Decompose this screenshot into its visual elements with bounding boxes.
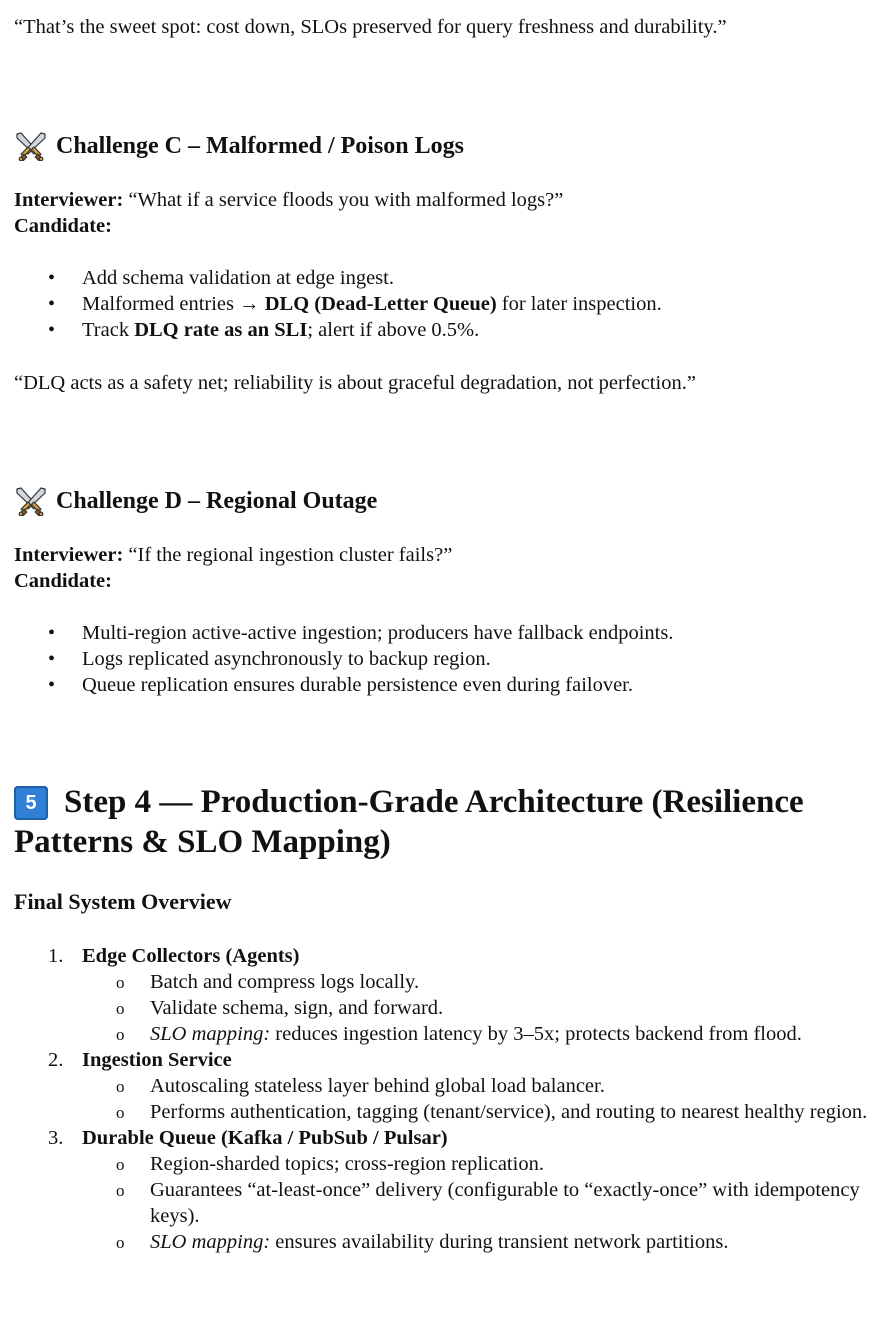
list-item: 1. Edge Collectors (Agents) o Batch and compress logs locally. o Validate schema, sign, and forward. o SLO mapping: reduces ingestion latency by 3–5x; protects backend from flood.	[14, 943, 864, 1047]
interviewer-question: “What if a service floods you with malformed logs?”	[128, 189, 564, 211]
sub-list-item: o Guarantees “at-least-once” delivery (configurable to “exactly-once” with idempotency keys).	[14, 1177, 873, 1229]
challenge-c-heading	[14, 131, 464, 161]
challenge-d-candidate-line	[14, 568, 112, 594]
system-components-list	[14, 943, 868, 1255]
step4-heading	[14, 782, 864, 862]
interviewer-label: Interviewer:	[14, 189, 124, 211]
challenge-c-candidate-line	[14, 213, 112, 239]
keycap-number-badge: 5	[14, 786, 48, 820]
sub-list-item: o Region-sharded topics; cross-region replication.	[14, 1151, 873, 1177]
sub-list-item: o Autoscaling stateless layer behind global load balancer.	[14, 1073, 873, 1099]
challenge-c-interviewer-line	[14, 187, 563, 213]
list-item: • Queue replication ensures durable persistence even during failover.	[14, 672, 673, 698]
step4-title-line1: Step 4 — Production-Grade Architecture (Resilience	[64, 784, 804, 820]
component-title: Edge Collectors (Agents)	[82, 945, 300, 967]
list-item: • Logs replicated asynchronously to backup region.	[14, 646, 673, 672]
challenge-d-interviewer-line	[14, 542, 452, 568]
sub-list-item: o SLO mapping: ensures availability during transient network partitions.	[14, 1229, 873, 1255]
challenge-d-heading	[14, 486, 377, 516]
sub-list-item: o SLO mapping: reduces ingestion latency by 3–5x; protects backend from flood.	[14, 1021, 873, 1047]
list-item: • Track DLQ rate as an SLI; alert if above 0.5%.	[14, 317, 662, 343]
final-system-overview-heading: Final System Overview	[14, 889, 232, 914]
challenge-d-title: Challenge D – Regional Outage	[56, 488, 378, 514]
candidate-label: Candidate:	[14, 215, 112, 237]
list-item: • Malformed entries → DLQ (Dead-Letter Queue) for later inspection.	[14, 291, 662, 317]
challenge-d-bullets	[14, 620, 673, 698]
crossed-swords-icon	[14, 131, 48, 161]
list-item: 3. Durable Queue (Kafka / PubSub / Pulsar) o Region-sharded topics; cross-region replication. o Guarantees “at-least-once” delivery (configurable to “exactly-once” with idempotency keys). o SLO mapping: ensures availability during transient network partitions.	[14, 1125, 864, 1255]
challenge-c-title: Challenge C – Malformed / Poison Logs	[56, 133, 464, 159]
step4-title-line2: Patterns & SLO Mapping)	[14, 824, 391, 860]
crossed-swords-icon	[14, 486, 48, 516]
top-quote: “That’s the sweet spot: cost down, SLOs preserved for query freshness and durability.”	[14, 16, 727, 38]
challenge-c-bullets	[14, 265, 662, 343]
sub-list-item: o Batch and compress logs locally.	[14, 969, 873, 995]
list-item: 2. Ingestion Service o Autoscaling stateless layer behind global load balancer. o Performs authentication, tagging (tenant/service), and routing to nearest healthy region.	[14, 1047, 864, 1125]
component-title: Ingestion Service	[82, 1049, 232, 1071]
component-title: Durable Queue (Kafka / PubSub / Pulsar)	[82, 1127, 448, 1149]
challenge-c-quote: “DLQ acts as a safety net; reliability is about graceful degradation, not perfection.”	[14, 372, 696, 394]
candidate-label: Candidate:	[14, 570, 112, 592]
sub-list-item: o Validate schema, sign, and forward.	[14, 995, 873, 1021]
sub-list-item: o Performs authentication, tagging (tenant/service), and routing to nearest healthy region.	[14, 1099, 873, 1125]
interviewer-label: Interviewer:	[14, 544, 124, 566]
list-item: • Add schema validation at edge ingest.	[14, 265, 662, 291]
list-item: • Multi-region active-active ingestion; producers have fallback endpoints.	[14, 620, 673, 646]
interviewer-question: “If the regional ingestion cluster fails?”	[128, 544, 453, 566]
